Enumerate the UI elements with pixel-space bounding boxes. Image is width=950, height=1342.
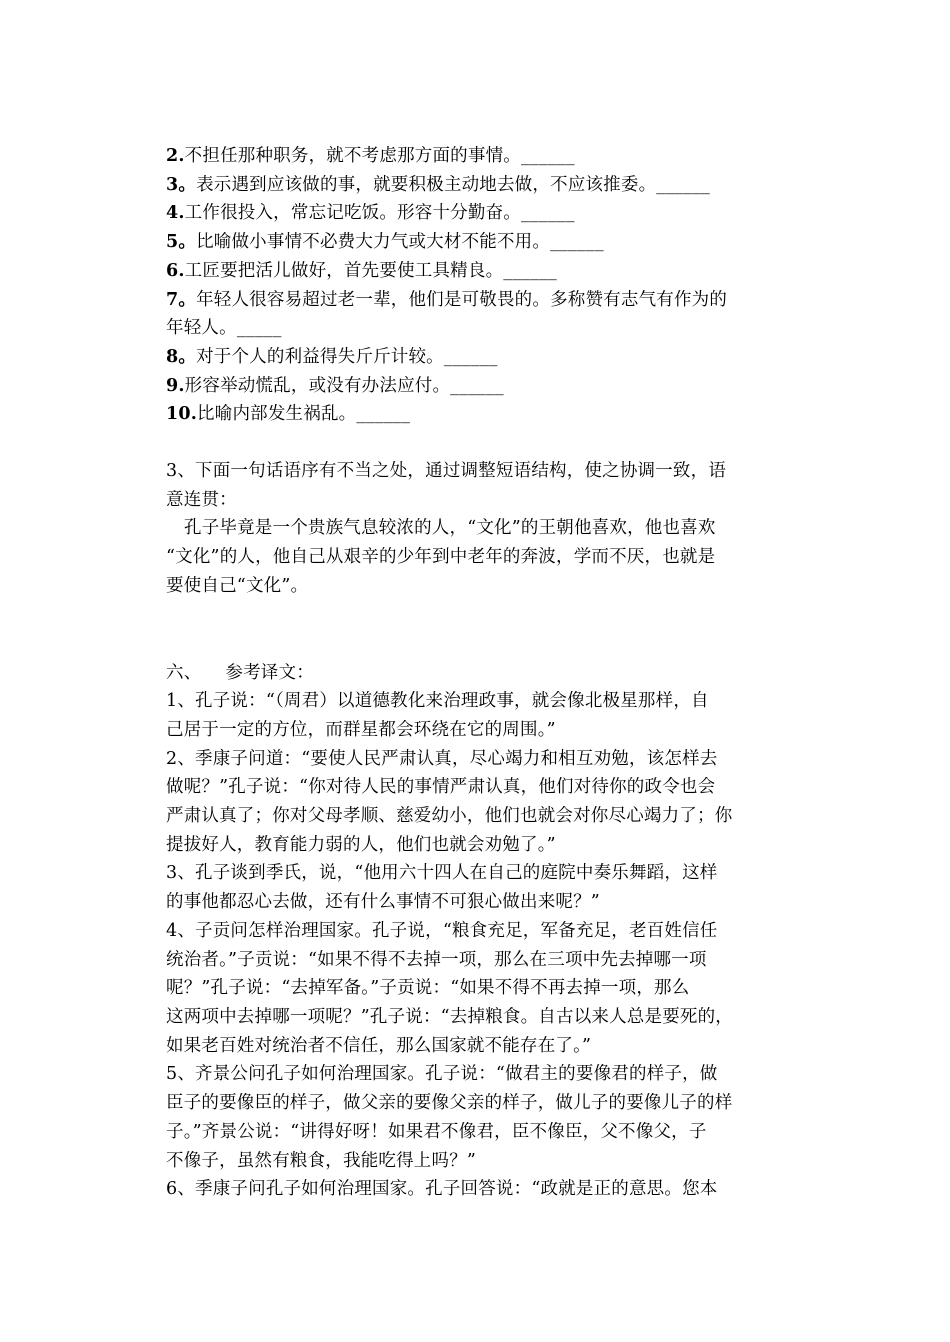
translation-line: 臣子的要像臣的样子，做父亲的要像父亲的样子，做儿子的要像儿子的样 xyxy=(166,1093,733,1114)
answer-blank: _____ xyxy=(236,318,282,339)
exercise-number: 6. xyxy=(166,260,185,281)
exercise-number: 8。 xyxy=(166,346,197,367)
answer-blank: ______ xyxy=(503,260,557,281)
spacer xyxy=(166,601,796,659)
translation-line: 5、齐景公问孔子如何治理国家。孔子说：“做君主的要像君的样子，做 xyxy=(166,1064,718,1085)
document-page xyxy=(166,142,796,1204)
exercise-item xyxy=(166,372,796,401)
translation-line: 严肃认真了；你对父母孝顺、慈爱幼小，他们也就会对你尽心竭力了；你 xyxy=(166,806,733,827)
exercise-item xyxy=(166,171,796,200)
exercise-item xyxy=(166,199,796,228)
exercise-text: 表示遇到应该做的事，就要积极主动地去做，不应该推委。 xyxy=(196,174,657,195)
exercise-item xyxy=(166,142,796,171)
question-title: 3、下面一句话语序有不当之处，通过调整短语结构，使之协调一致，语 xyxy=(166,461,727,482)
section-title: 参考译文： xyxy=(225,662,314,683)
translation-line: 4、子贡问怎样治理国家。孔子说，“粮食充足，军备充足，老百姓信任 xyxy=(166,920,718,941)
exercise-text: 不担任那种职务，就不考虑那方面的事情。 xyxy=(184,146,521,166)
answer-blank: ______ xyxy=(520,203,575,224)
exercise-item xyxy=(166,228,796,257)
exercise-item xyxy=(166,257,796,286)
exercise-text: 形容举动慌乱，或没有办法应付。 xyxy=(184,375,451,396)
section-heading xyxy=(166,659,796,688)
answer-blank: ______ xyxy=(656,174,710,195)
translation-line: 子。”齐景公说：“讲得好呀！如果君不像君，臣不像臣，父不像父，子 xyxy=(166,1121,707,1142)
exercise-number: 5。 xyxy=(166,232,197,253)
spacer xyxy=(166,429,796,457)
translation-line: 呢？”孔子说：“去掉军备。”子贡说：“如果不得不再去掉一项，那么 xyxy=(166,978,690,999)
translation-line: 如果老百姓对统治者不信任，那么国家就不能存在了。” xyxy=(166,1035,592,1056)
translation-line: 的事他都忍心去做，还有什么事情不可狠心做出来呢？” xyxy=(166,892,600,913)
translation-line: 1、孔子说：“（周君）以道德教化来治理政事，就会像北极星那样，自 xyxy=(166,691,709,712)
exercise-item xyxy=(166,286,796,315)
translation-line: 2、季康子问道：“要使人民严肃认真，尽心竭力和相互劝勉，该怎样去 xyxy=(166,748,718,769)
exercise-number: 9. xyxy=(166,375,185,396)
answer-blank: ______ xyxy=(550,232,604,253)
answer-blank: ______ xyxy=(520,146,575,166)
exercise-item-continued xyxy=(166,314,796,343)
exercise-text: 年轻人很容易超过老一辈，他们是可敬畏的。多称赞有志气有作为的 xyxy=(196,289,728,310)
exercise-list xyxy=(166,142,796,429)
question-title-continued: 意连贯： xyxy=(166,489,237,510)
exercise-text: 年轻人。 xyxy=(166,318,237,339)
exercise-item xyxy=(166,400,796,429)
question-body: “文化”的人，他自己从艰辛的少年到中老年的奔波，学而不厌，也就是 xyxy=(166,547,716,568)
exercise-number: 7。 xyxy=(166,289,197,310)
section-number: 六、 xyxy=(166,662,202,683)
question-body: 孔子毕竟是一个贵族气息较浓的人，“文化”的王朝他喜欢，他也喜欢 xyxy=(184,518,716,539)
translation-line: 己居于一定的方位，而群星都会环绕在它的周围。” xyxy=(166,719,556,740)
translation-line: 这两项中去掉哪一项呢？”孔子说：“去掉粮食。自古以来人总是要死的， xyxy=(166,1006,733,1027)
exercise-number: 4. xyxy=(166,203,185,224)
exercise-text: 工匠要把活儿做好，首先要使工具精良。 xyxy=(184,260,504,281)
translation-line: 6、季康子问孔子如何治理国家。孔子回答说：“政就是正的意思。您本 xyxy=(166,1179,718,1200)
translation-line: 不像子，虽然有粮食，我能吃得上吗？” xyxy=(166,1150,477,1171)
translation-line: 做呢？”孔子说：“你对待人民的事情严肃认真，他们对待你的政令也会 xyxy=(166,777,716,798)
exercise-text: 比喻做小事情不必费大力气或大材不能不用。 xyxy=(196,232,551,253)
translation-line: 统治者。”子贡说：“如果不得不去掉一项，那么在三项中先去掉哪一项 xyxy=(166,949,707,970)
question-body: 要使自己“文化”。 xyxy=(166,575,309,596)
exercise-text: 对于个人的利益得失斤斤计较。 xyxy=(196,346,444,367)
exercise-text: 比喻内部发生祸乱。 xyxy=(197,404,357,425)
exercise-number: 3。 xyxy=(166,174,197,195)
exercise-number: 10. xyxy=(166,404,198,425)
question-3 xyxy=(166,457,796,601)
answer-blank: ______ xyxy=(356,404,411,425)
exercise-text: 工作很投入，常忘记吃饭。形容十分勤奋。 xyxy=(184,203,521,224)
answer-blank: ______ xyxy=(450,375,504,396)
answer-blank: ______ xyxy=(443,346,498,367)
translation-line: 3、孔子谈到季氏，说，“他用六十四人在自己的庭院中奏乐舞蹈，这样 xyxy=(166,863,718,884)
section-6 xyxy=(166,659,796,1204)
exercise-number: 2. xyxy=(166,146,185,166)
translation-line: 提拔好人，教育能力弱的人，他们也就会劝勉了。” xyxy=(166,834,556,855)
exercise-item xyxy=(166,343,796,372)
